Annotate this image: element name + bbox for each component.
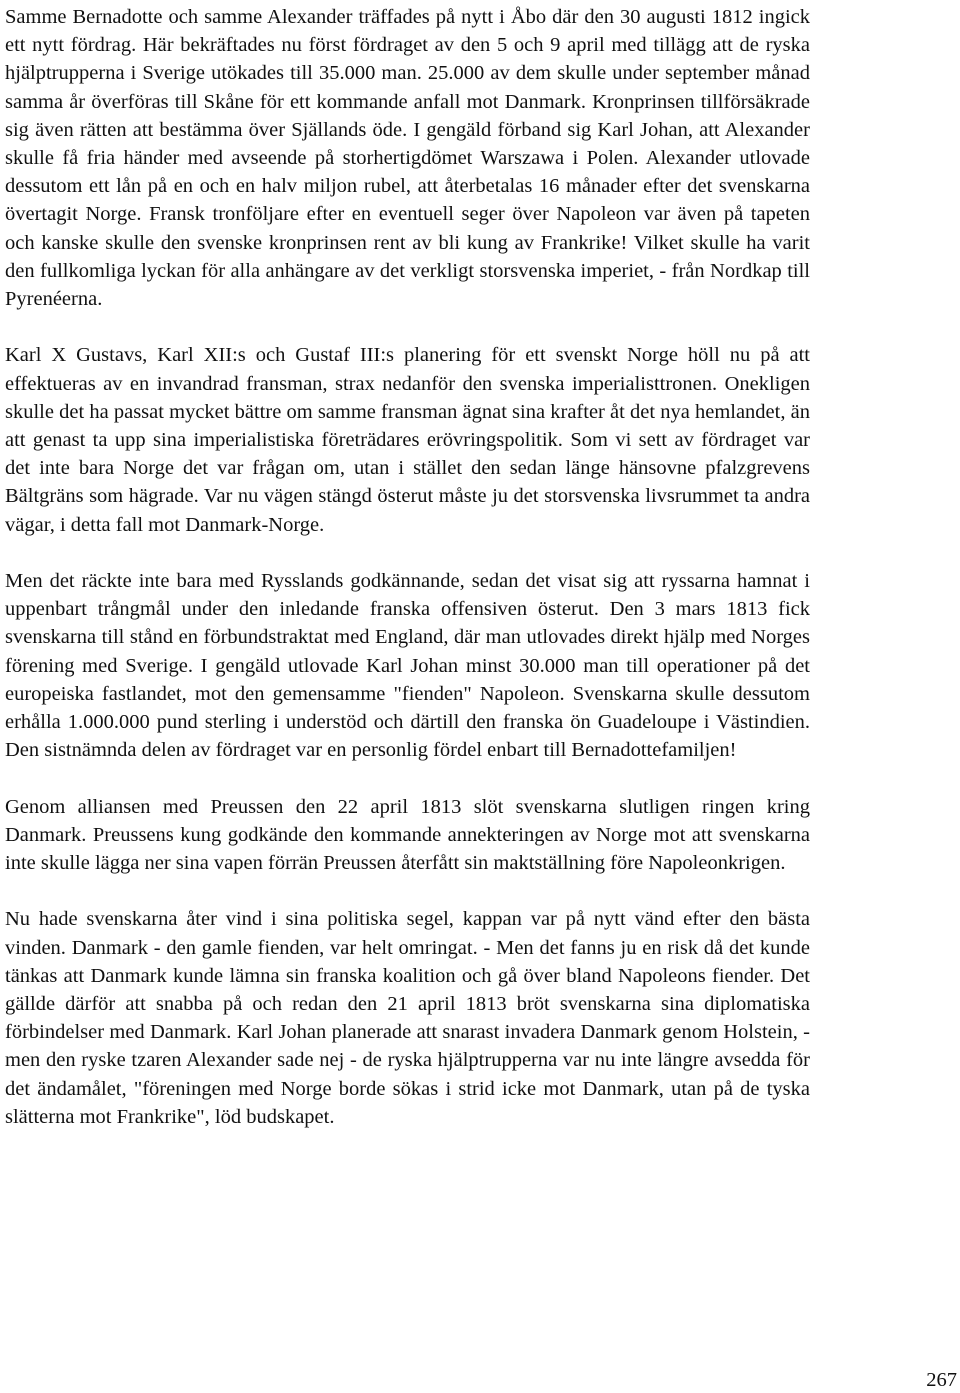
page-number: 267 [926, 1369, 957, 1391]
paragraph: Genom alliansen med Preussen den 22 april 1813 slöt svenskarna slutligen ringen kring Danmark. Preussens kung godkände den kommande annekteringen av Norge mot att svenskarna inte skulle lägga ner sina vapen förrän Preussen återfått sin maktställning före Napoleonkrigen. [5, 795, 810, 875]
paragraph: Nu hade svenskarna åter vind i sina politiska segel, kappan var på nytt vänd efter den bästa vinden. Danmark - den gamle fienden, var helt omringat. - Men det fanns ju en risk då det kunde tänkas att Danmark kunde lämna sin franska koalition och gå över bland Napoleons fiender. Det gällde därför att snabba på och redan den 21 april 1813 bröt svenskarna sina diplomatiska förbindelser med Danmark. Karl Johan planerade att snarast invadera Danmark genom Holstein, - men den ryske tzaren Alexander sade nej - de ryska hjälptrupperna var nu inte längre avsedda för det ändamålet, "föreningen med Norge borde sökas i strid icke mot Danmark, utan på de tyska slätterna mot Frankrike", löd budskapet. [5, 908, 810, 1128]
paragraph: Samme Bernadotte och samme Alexander träffades på nytt i Åbo där den 30 augusti 1812 ingick ett nytt fördrag. Här bekräftades nu först fördraget av den 5 och 9 april med tillägg att de ryska hjälptrupperna i Sverige utökades till 35.000 man. 25.000 av dem skulle under september månad samma år överföras till Skåne för ett kommande anfall mot Danmark. Kronprinsen tillförsäkrade sig även rätten att bestämma över Själlands öde. I gengäld förband sig Karl Johan, att Alexander skulle få fria händer med avseende på storhertigdömet Warszawa i Polen. Alexander utlovade dessutom ett lån på en och en halv miljon rubel, att återbetalas 16 månader efter det svenskarna övertagit Norge. Fransk tronföljare efter en eventuell seger över Napoleon var även på tapeten och kanske skulle den svenske kronprinsen rent av bli kung av Frankrike! Vilket skulle ha varit den fullkomliga lyckan för alla anhängare av det verkligt storsvenska imperiet, - från Nordkap till Pyrenéerna. [5, 6, 810, 311]
body-text [5, 3, 810, 1131]
paragraph: Karl X Gustavs, Karl XII:s och Gustaf III:s planering för ett svenskt Norge höll nu på att effektueras av en invandrad fransman, strax nedanför den svenska imperialisttronen. Onekligen skulle det ha passat mycket bättre om samme fransman ägnat sina krafter åt det nya hemlandet, än att genast ta upp sina imperialistiska företrädares erövringspolitik. Som vi sett av fördraget var det inte bara Norge det var frågan om, utan i stället den sedan länge hänsovne pfalzgrevens Bältgräns som hägrade. Var nu vägen stängd österut måste ju det storsvenska livsrummet ta andra vägar, i detta fall mot Danmark-Norge. [5, 344, 810, 536]
paragraph: Men det räckte inte bara med Rysslands godkännande, sedan det visat sig att ryssarna hamnat i uppenbart trångmål under den inledande franska offensiven österut. Den 3 mars 1813 fick svenskarna till stånd en förbundstraktat med England, där man utlovades direkt hjälp med Norges förening med Sverige. I gengäld utlovade Karl Johan minst 30.000 man till operationer på det europeiska fastlandet, mot den gemensamme "fienden" Napoleon. Svenskarna skulle dessutom erhålla 1.000.000 pund sterling i understöd och därtill den franska ön Guadeloupe i Västindien. Den sistnämnda delen av fördraget var en personlig fördel enbart till Bernadottefamiljen! [5, 570, 810, 762]
